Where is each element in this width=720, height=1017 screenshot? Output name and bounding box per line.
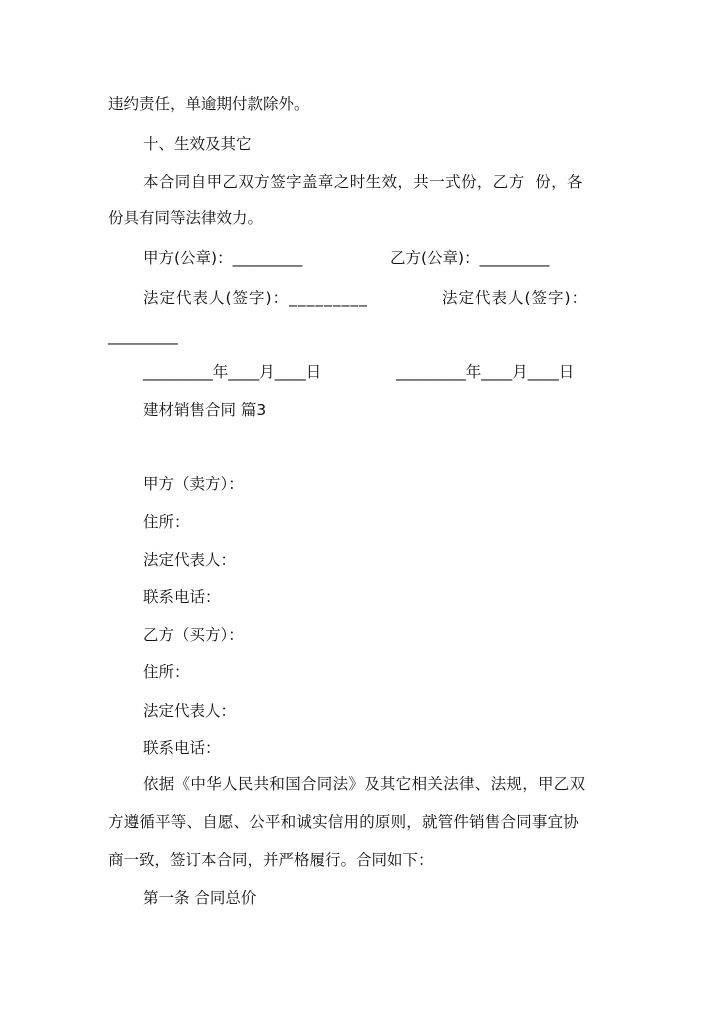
party-a-seal-field: 甲方(公章)：_________ bbox=[143, 249, 303, 267]
seller-address-label: 住所： bbox=[143, 513, 190, 531]
buyer-label: 乙方（买方）： bbox=[143, 626, 244, 644]
buyer-representative-label: 法定代表人： bbox=[143, 702, 237, 720]
contract-title: 建材销售合同 篇3 bbox=[143, 401, 267, 419]
party-b-seal-field: 乙方(公章)：_________ bbox=[390, 249, 550, 267]
party-b-representative-field: 法定代表人(签字)： bbox=[442, 289, 589, 307]
paragraph-line: 本合同自甲乙双方签字盖章之时生效，共一式份，乙方 份，各 bbox=[143, 173, 583, 191]
seller-phone-label: 联系电话： bbox=[143, 588, 221, 606]
party-b-date-field: _________年____月____日 bbox=[396, 363, 575, 381]
seller-label: 甲方（卖方）： bbox=[143, 475, 244, 493]
buyer-address-label: 住所： bbox=[143, 663, 190, 681]
article-heading: 第一条 合同总价 bbox=[143, 889, 257, 907]
seller-representative-label: 法定代表人： bbox=[143, 551, 237, 569]
paragraph-line: 方遵循平等、自愿、公平和诚实信用的原则，就管件销售合同事宜协 bbox=[108, 813, 580, 831]
section-heading: 十、生效及其它 bbox=[143, 135, 252, 153]
buyer-phone-label: 联系电话： bbox=[143, 739, 221, 757]
paragraph-line: 商一致，签订本合同，并严格履行。合同如下： bbox=[108, 851, 434, 869]
paragraph-line: 违约责任，单逾期付款除外。 bbox=[108, 95, 310, 113]
party-a-date-field: _________年____月____日 bbox=[143, 363, 322, 381]
paragraph-line: 依据《中华人民共和国合同法》及其它相关法律、法规，甲乙双 bbox=[143, 775, 586, 793]
party-b-representative-blank: _________ bbox=[108, 327, 178, 345]
paragraph-line: 份具有同等法律效力。 bbox=[108, 209, 264, 227]
party-a-representative-field: 法定代表人(签字)：_________ bbox=[143, 289, 368, 307]
